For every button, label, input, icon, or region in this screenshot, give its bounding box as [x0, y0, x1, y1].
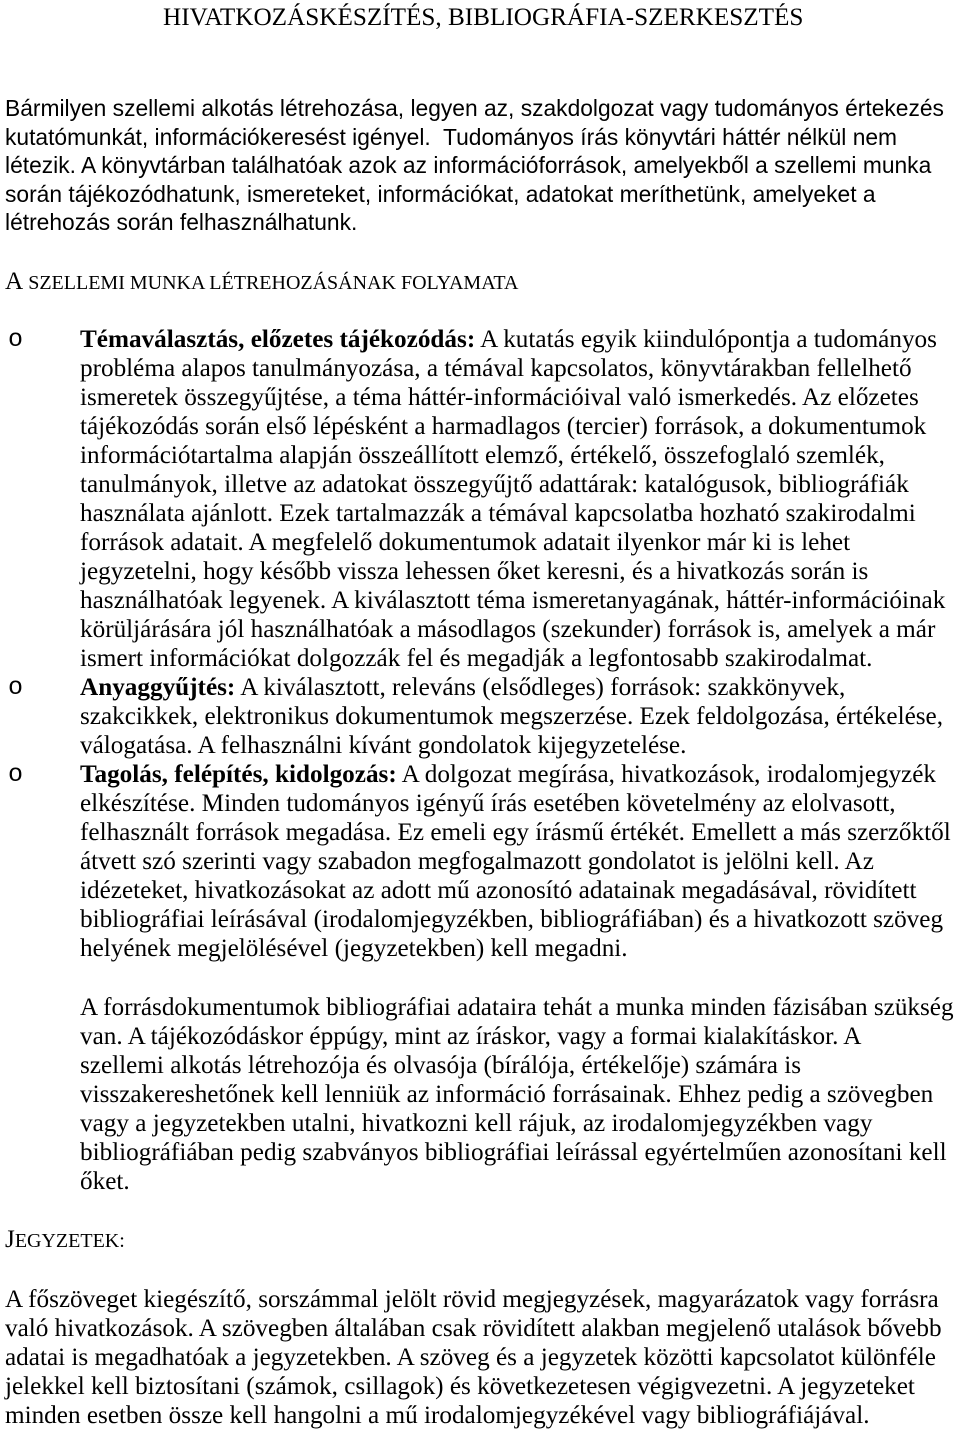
list-item — [0, 325, 960, 673]
step-line: tanulmányok, illetve az adatokat összegyűjtő adattárak: katalógusok, bibliográfiák — [80, 471, 909, 498]
step-line: jegyzetelni, hogy később vissza lehessen őket keresni, és a hivatkozás során is — [80, 558, 869, 585]
step-line: ismeretek összegyűjtése, a téma háttér-információival való ismerkedés. Az előzetes — [80, 384, 919, 411]
step-term: Tagolás, felépítés, kidolgozás: — [80, 761, 397, 788]
step-line: bibliográfiai leírásával (irodalomjegyzékben, bibliográfiában) és a hivatkozott szöveg — [80, 906, 944, 933]
step-line: források adatait. A megfelelő dokumentumok adatait ilyenkor már ki is lehet — [80, 529, 851, 556]
step-term: Anyaggyűjtés: — [80, 674, 236, 701]
intro-line: során tájékozódhatunk, ismereteket, információkat, adatokat meríthetünk, amelyeket a — [5, 180, 876, 207]
step-line: elkészítése. Minden tudományos igényű írás esetében követelmény az elolvasott, — [80, 790, 896, 817]
summary-line: vagy a jegyzetekben utalni, hivatkozni kell rájuk, az irodalomjegyzékben vagy — [80, 1110, 873, 1137]
bullet-marker: o — [8, 760, 24, 789]
summary-line: őket. — [80, 1168, 130, 1195]
step-line: helyének megjelölésével (jegyzetekben) kell megadni. — [80, 935, 628, 962]
step-line — [80, 673, 845, 702]
list-item — [0, 760, 960, 963]
step-line: ismert információkat dolgozzák fel és megadják a legfontosabb szakirodalmat. — [80, 645, 873, 672]
notes-heading: JEGYZETEK: — [5, 1226, 125, 1253]
step-line: idézeteket, hivatkozásokat az adott mű azonosító adatainak megadásával, rövidített — [80, 877, 917, 904]
step-line: információtartalma alapján összeállított elemző, értékelő, összefoglaló szemlék, — [80, 442, 885, 469]
intro-line: kutatómunkát, információkeresést igényel. Tudományos írás könyvtári háttér nélkül nem — [5, 123, 898, 150]
step-line: szakcikkek, elektronikus dokumentumok megszerzése. Ezek feldolgozása, értékelése, — [80, 703, 944, 730]
step-line: válogatása. A felhasználni kívánt gondolatok kijegyzetelése. — [80, 732, 687, 759]
step-line: használata ajánlott. Ezek tartalmazzák a témával kapcsolatba hozható szakirodalmi — [80, 500, 916, 527]
summary-line: bibliográfiában pedig szabványos bibliográfiai leírással egyértelműen azonosítani kell — [80, 1139, 947, 1166]
step-line — [80, 325, 937, 354]
notes-line: jelekkel kell biztosítani (számok, csillagok) és következetesen végigvezetni. A jegyzeteket — [5, 1373, 915, 1400]
intro-paragraph — [5, 94, 944, 237]
summary-line: A forrásdokumentumok bibliográfiai adataira tehát a munka minden fázisában szükség — [80, 994, 954, 1021]
step-line: körüljárására jól használhatóak a másodlagos (szekunder) források is, amelyek a már — [80, 616, 936, 643]
summary-line: szellemi alkotás létrehozója és olvasója (bírálója, értékelője) számára is — [80, 1052, 802, 1079]
notes-paragraph — [5, 1285, 942, 1430]
intro-line: Bármilyen szellemi alkotás létrehozása, legyen az, szakdolgozat vagy tudományos értekezés — [5, 95, 944, 121]
notes-line: adatai is megadhatóak a jegyzetekben. A szöveg és a jegyzetek közötti kapcsolatot különféle — [5, 1344, 936, 1371]
step-line — [80, 760, 936, 789]
list-item — [0, 673, 960, 760]
step-term: Témaválasztás, előzetes tájékozódás: — [80, 326, 476, 353]
summary-line: visszakereshetőnek kell lenniük az információ forrásainak. Ehhez pedig a szövegben — [80, 1081, 934, 1108]
bullet-marker: o — [8, 325, 24, 354]
document-title: HIVATKOZÁSKÉSZÍTÉS, BIBLIOGRÁFIA-SZERKESZTÉS — [163, 4, 804, 31]
step-text: A kutatás egyik kiindulópontja a tudományos — [475, 326, 937, 353]
intro-line: létezik. A könyvtárban találhatóak azok az információforrások, amelyekből a szellemi munka — [5, 152, 932, 179]
notes-line: A főszöveget kiegészítő, sorszámmal jelölt rövid megjegyzések, magyarázatok vagy forrásra — [5, 1286, 939, 1313]
step-line: átvett szó szerinti vagy szabadon megfogalmazott gondolatot is jelölni kell. Az — [80, 848, 874, 875]
step-line: használhatóak legyenek. A kiválasztott téma ismeretanyagának, háttér-információinak — [80, 587, 946, 614]
step-text: A dolgozat megírása, hivatkozások, irodalomjegyzék — [396, 761, 937, 788]
step-line: felhasznált források megadása. Ez emeli egy írásmű értékét. Emellett a más szerzőktől — [80, 819, 951, 846]
summary-paragraph — [80, 993, 954, 1196]
summary-line: van. A tájékozódáskor éppúgy, mint az íráskor, vagy a formai kialakításkor. A — [80, 1023, 862, 1050]
step-line: tájékozódás során első lépésként a harmadlagos (tercier) források, a dokumentumok — [80, 413, 927, 440]
notes-line: minden esetben össze kell hangolni a mű irodalomjegyzékével vagy bibliográfiájával. — [5, 1402, 870, 1429]
step-line: probléma alapos tanulmányozása, a témával kapcsolatos, könyvtárakban fellelhető — [80, 355, 912, 382]
intro-line: létrehozás során felhasználhatunk. — [5, 209, 358, 236]
section-heading: A SZELLEMI MUNKA LÉTREHOZÁSÁNAK FOLYAMATA — [5, 268, 519, 295]
bullet-marker: o — [8, 673, 24, 702]
process-steps-list — [0, 325, 960, 963]
step-text: A kiválasztott, releváns (elsődleges) források: szakkönyvek, — [235, 674, 846, 701]
notes-line: való hivatkozások. A szövegben általában csak rövidített alakban megjelenő utalások bővebb — [5, 1315, 942, 1342]
